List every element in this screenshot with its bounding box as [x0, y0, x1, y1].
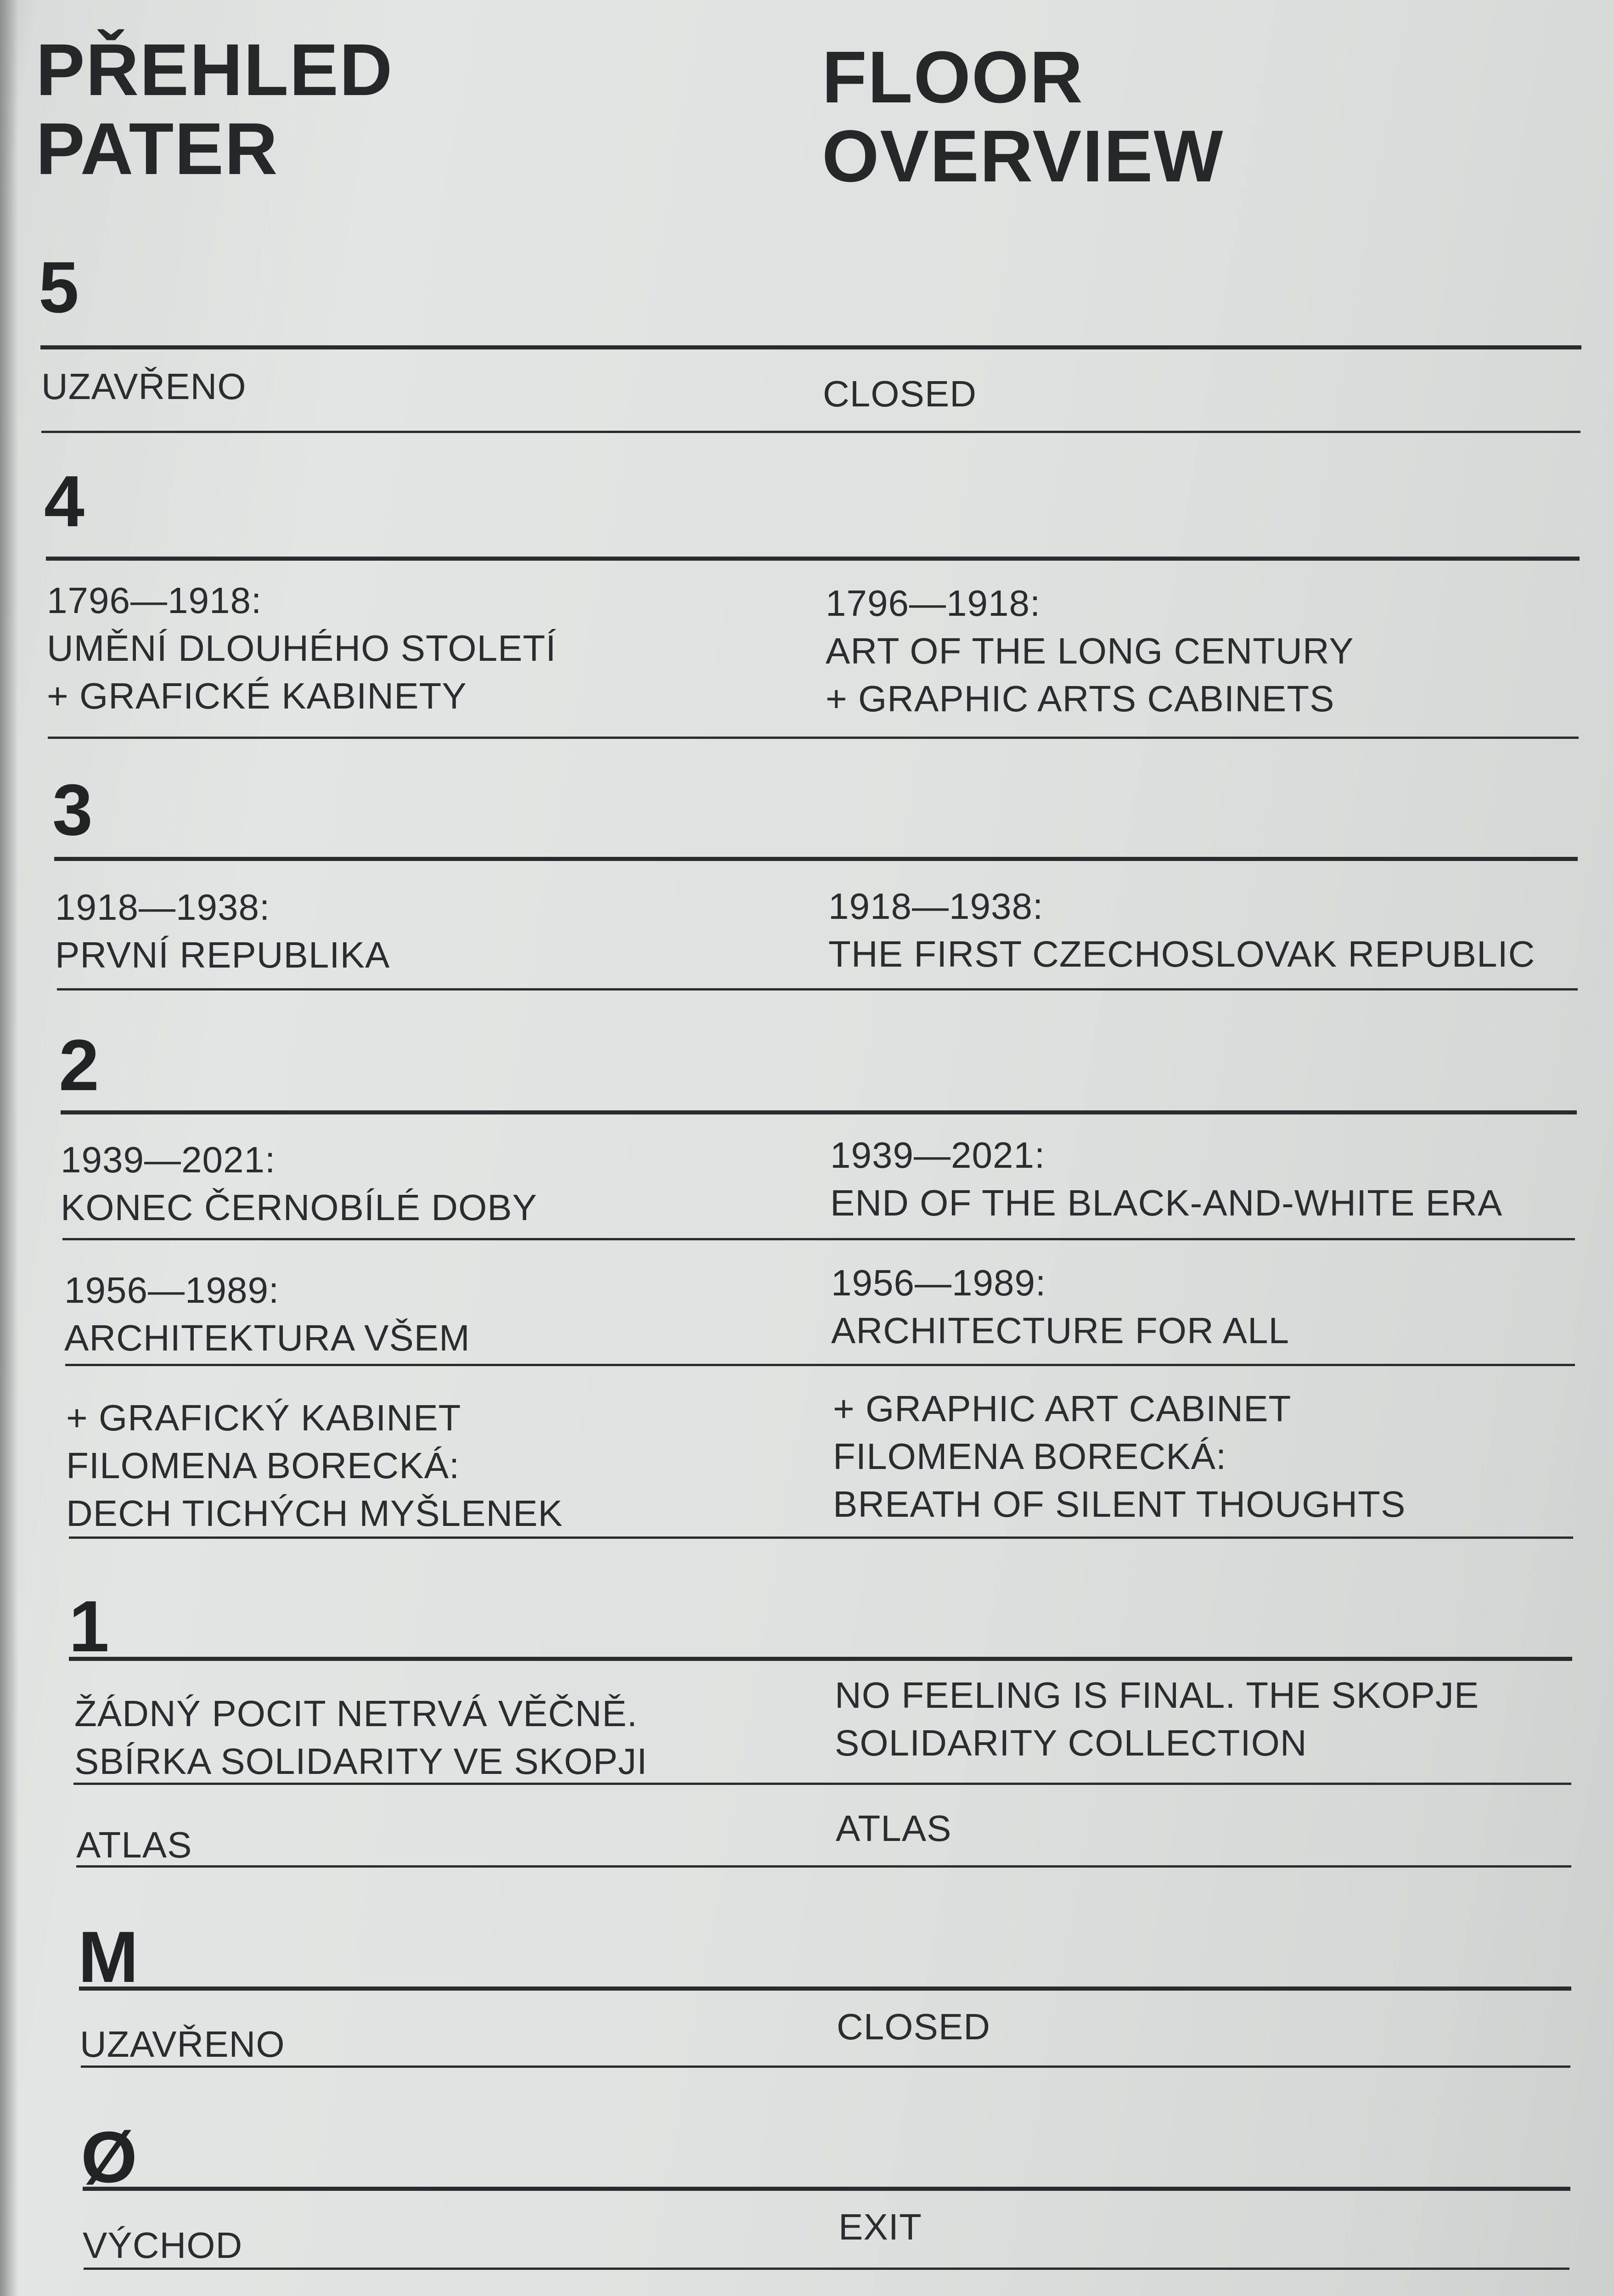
- floor-5-entry-cs: UZAVŘENO: [41, 366, 247, 407]
- floor-5-entry-divider: [41, 431, 1580, 433]
- floor-1-entry-1-en: NO FEELING IS FINAL. THE SKOPJE SOLIDARITY COLLECTION: [835, 1675, 1479, 1763]
- floor-m-entry-divider: [81, 2065, 1570, 2068]
- floor-2-entry-1-divider: [62, 1238, 1575, 1240]
- floor-1-entry-2-en: ATLAS: [836, 1808, 952, 1849]
- floor-0-entry-en: EXIT: [838, 2206, 922, 2247]
- title-english: FLOOR OVERVIEW: [822, 36, 1224, 197]
- floor-2-entry-1-en: 1939—2021: END OF THE BLACK-AND-WHITE ERA: [830, 1135, 1503, 1223]
- floor-2-entry-3-divider: [69, 1536, 1573, 1539]
- floor-1-entry-2-cs: ATLAS: [76, 1824, 192, 1865]
- floor-3-entry-cs: 1918—1938: PRVNÍ REPUBLIKA: [55, 887, 390, 975]
- floor-1-entry-2-divider: [76, 1865, 1571, 1868]
- floor-0-entry-cs: VÝCHOD: [83, 2225, 243, 2266]
- floor-number-0: Ø: [81, 2117, 137, 2198]
- floor-1-divider: [69, 1657, 1572, 1661]
- floor-number-4: 4: [44, 461, 84, 542]
- floor-1-entry-1-divider: [73, 1783, 1571, 1785]
- title-czech: PŘEHLED PATER: [36, 28, 394, 190]
- floor-number-3: 3: [52, 770, 93, 850]
- floor-3-divider: [54, 857, 1578, 861]
- floor-4-entry-cs: 1796—1918: UMĚNÍ DLOUHÉHO STOLETÍ + GRAFICKÉ KABINETY: [47, 580, 557, 716]
- floor-4-entry-divider: [48, 737, 1579, 739]
- floor-m-divider: [79, 1986, 1571, 1991]
- floor-2-entry-3-en: + GRAPHIC ART CABINET FILOMENA BORECKÁ: BREATH OF SILENT THOUGHTS: [833, 1388, 1406, 1525]
- floor-m-entry-en: CLOSED: [837, 2006, 990, 2047]
- floor-0-entry-divider: [84, 2268, 1569, 2270]
- floor-3-entry-en: 1918—1938: THE FIRST CZECHOSLOVAK REPUBLIC: [828, 886, 1535, 974]
- floor-number-2: 2: [59, 1025, 99, 1106]
- floor-2-entry-1-cs: 1939—2021: KONEC ČERNOBÍLÉ DOBY: [61, 1139, 538, 1228]
- floor-2-entry-2-en: 1956—1989: ARCHITECTURE FOR ALL: [831, 1262, 1289, 1351]
- floor-1-entry-1-cs: ŽÁDNÝ POCIT NETRVÁ VĚČNĚ. SBÍRKA SOLIDARITY VE SKOPJI: [74, 1693, 648, 1782]
- floor-5-divider: [40, 345, 1581, 349]
- floor-2-entry-2-cs: 1956—1989: ARCHITEKTURA VŠEM: [64, 1270, 470, 1358]
- floor-2-divider: [61, 1110, 1577, 1114]
- floor-m-entry-cs: UZAVŘENO: [80, 2024, 285, 2065]
- floor-0-divider: [83, 2187, 1570, 2191]
- floor-number-5: 5: [39, 247, 79, 328]
- floor-number-m: M: [78, 1917, 139, 1998]
- floor-2-entry-3-cs: + GRAFICKÝ KABINET FILOMENA BORECKÁ: DECH TICHÝCH MYŠLENEK: [66, 1397, 563, 1534]
- floor-5-entry-en: CLOSED: [823, 373, 977, 414]
- floor-2-entry-2-divider: [65, 1364, 1575, 1366]
- floor-3-entry-divider: [57, 988, 1578, 990]
- sign-edge-shadow: [0, 0, 18, 2296]
- floor-number-1: 1: [69, 1586, 109, 1667]
- floor-4-entry-en: 1796—1918: ART OF THE LONG CENTURY + GRAPHIC ARTS CABINETS: [826, 583, 1354, 719]
- floor-4-divider: [46, 557, 1580, 561]
